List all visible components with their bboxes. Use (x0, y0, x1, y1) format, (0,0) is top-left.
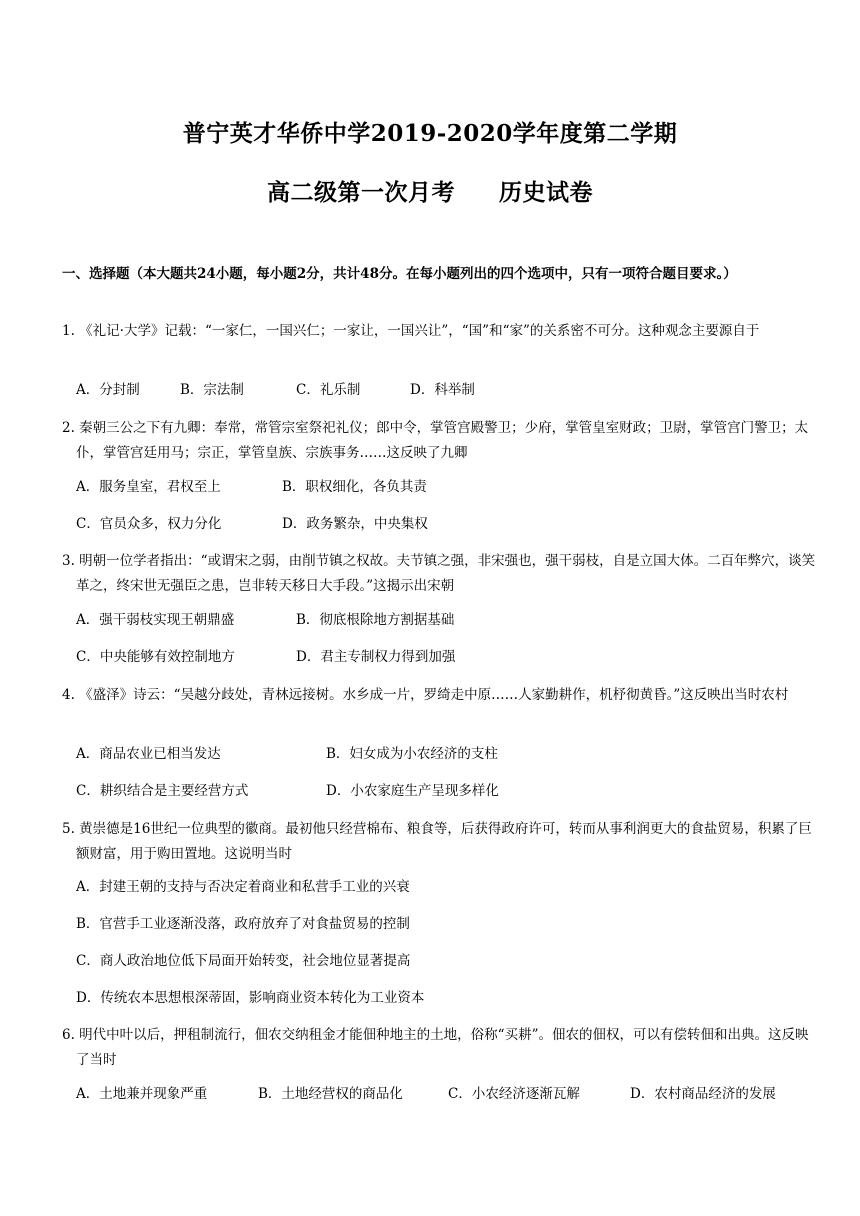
exam-title-grade: 高二级第一次月考 (267, 179, 455, 206)
question-2-option-d: D．政务繁杂，中央集权 (282, 516, 428, 532)
question-1-option-a: A．分封制 (76, 382, 140, 398)
question-2-option-b: B．职权细化，各负其责 (282, 479, 427, 495)
question-5-option-c-text: C．商人政治地位低下局面开始转变，社会地位显著提高 (76, 953, 411, 969)
question-4-option-c: C．耕织结合是主要经营方式 (76, 783, 249, 799)
question-3-option-b: B．彻底根除地方割据基础 (296, 612, 455, 628)
question-1-option-d: D．科举制 (410, 382, 475, 398)
question-1-option-c: C．礼乐制 (296, 382, 361, 398)
question-4-option-a: A．商品农业已相当发达 (76, 746, 221, 762)
question-6-stem: 6. 明代中叶以后，押租制流行，佃农交纳租金才能佃种地主的土地，俗称“买耕”。佃农的佃权，可以有偿转佃和出典。这反映了当时 (62, 1027, 809, 1068)
question-3-option-d: D．君主专制权力得到加强 (296, 649, 456, 665)
question-1-option-b: B．宗法制 (180, 382, 244, 398)
question-5-stem: 5. 黄崇德是16世纪一位典型的徽商。最初他只经营棉布、粮食等，后获得政府许可，转而从事利润更大的食盐贸易，积累了巨额财富，用于购田置地。这说明当时 (62, 821, 812, 862)
exam-title-subject (0, 174, 860, 207)
question-3-stem: 3. 明朝一位学者指出：“或谓宋之弱，由削节镇之权故。夫节镇之强，非宋强也，强干弱枝，自是立国大体。二百年弊穴，谈笑革之，终宋世无强臣之患，岂非转天移日大手段。”这揭示出宋朝 (62, 553, 816, 594)
question-2-option-a: A．服务皇室，君权至上 (76, 479, 221, 495)
exam-title-paper: 历史试卷 (499, 179, 593, 206)
question-6-option-c: C．小农经济逐渐瓦解 (448, 1086, 580, 1102)
question-4-option-b: B．妇女成为小农经济的支柱 (326, 746, 498, 762)
question-6-option-d: D．农村商品经济的发展 (630, 1086, 776, 1102)
question-5-option-b-text: B．官营手工业逐渐没落，政府放弃了对食盐贸易的控制 (76, 916, 410, 932)
question-2-option-c: C．官员众多，权力分化 (76, 516, 222, 532)
question-2-stem: 2. 秦朝三公之下有九卿：奉常，常管宗室祭祀礼仪；郎中令，掌管宫殿警卫；少府，掌管皇室财政；卫尉，掌管宫门警卫；太仆，掌管宫廷用马；宗正，掌管皇族、宗族事务……这反映了九卿 (62, 420, 809, 461)
question-1-stem: 1. 《礼记·大学》记载：“一家仁，一国兴仁；一家让，一国兴让”，“国”和“家”的关系密不可分。这种观念主要源自于 (62, 323, 760, 339)
question-6-option-b: B．土地经营权的商品化 (258, 1086, 403, 1102)
question-4-stem: 4. 《盛泽》诗云：“吴越分歧处，青林远接树。水乡成一片，罗绮走中原……人家勤耕作，机杼彻黄昏。”这反映出当时农村 (62, 687, 789, 703)
question-3-option-a: A．强干弱枝实现王朝鼎盛 (76, 612, 235, 628)
exam-title-school: 普宁英才华侨中学2019-2020学年度第二学期 (182, 120, 678, 147)
question-6-option-a: A．土地兼并现象严重 (76, 1086, 208, 1102)
question-5-option-a-text: A．封建王朝的支持与否决定着商业和私营手工业的兴衰 (76, 879, 410, 895)
section-heading-multiple-choice: 一、选择题（本大题共24小题，每小题2分，共计48分。在每小题列出的四个选项中，只有一项符合题目要求。） (62, 266, 737, 282)
question-5-option-d-text: D．传统农本思想根深蒂固，影响商业资本转化为工业资本 (76, 990, 425, 1006)
question-4-option-d: D．小农家庭生产呈现多样化 (326, 783, 499, 799)
question-3-option-c: C．中央能够有效控制地方 (76, 649, 235, 665)
